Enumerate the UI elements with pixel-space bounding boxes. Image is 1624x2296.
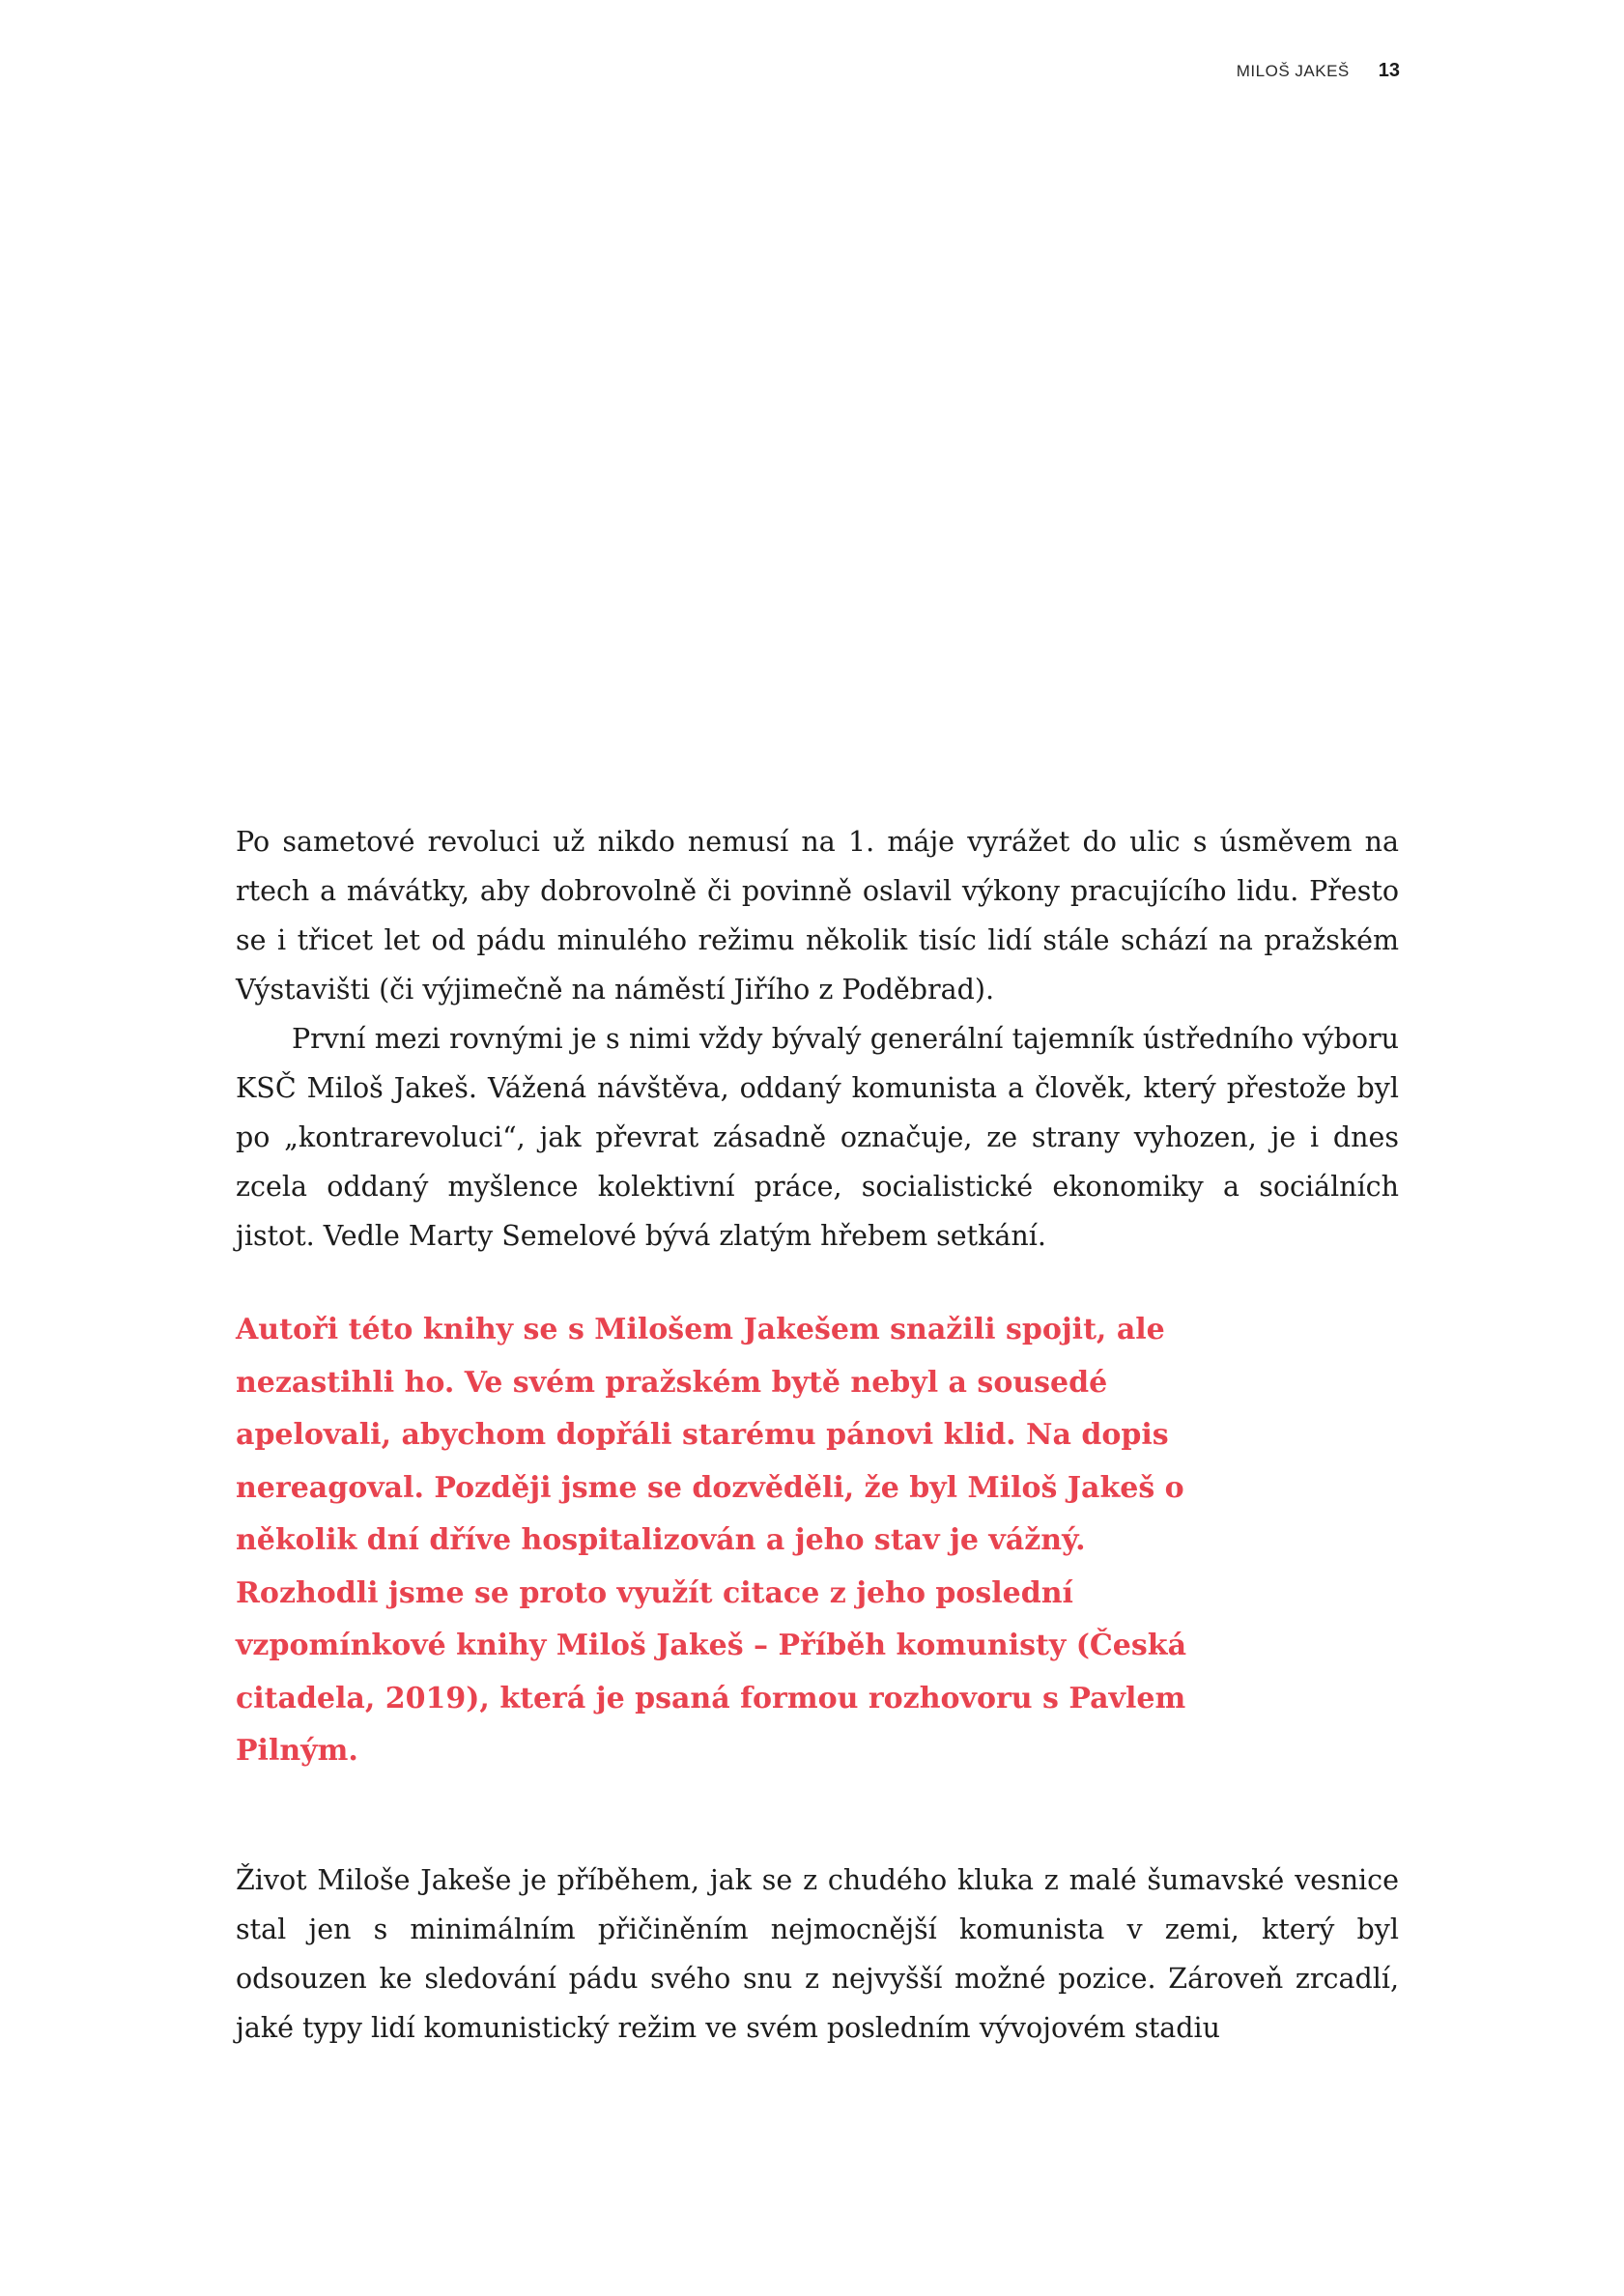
body-paragraph: Po sametové revoluci už nikdo nemusí na 1. máje vyrážet do ulic s úsměvem na rtech a mávátky, aby dobrovolně či povinně oslavil výkony pracujícího lidu. Přesto se i třicet let od pádu minulého režimu několik tisíc lidí stále schází na pražském Výstavišti (či výjimečně na náměstí Jiřího z Poděbrad). — [236, 826, 1399, 1006]
running-title: MILOŠ JAKEŠ — [1236, 62, 1350, 80]
body-paragraph: Život Miloše Jakeše je příběhem, jak se z chudého kluka z malé šumavské vesnice stal jen s minimálním přičiněním nejmocnější komunista v zemi, který byl odsouzen ke sledování pádu svého snu z nejvyšší možné pozice. Zároveň zrcadlí, jaké typy lidí komunistický režim ve svém posledním vývojovém stadiu — [236, 1864, 1399, 2044]
body-paragraph: První mezi rovnými je s nimi vždy bývalý generální tajemník ústředního výboru KSČ Miloš Jakeš. Vážená návštěva, oddaný komunista a člověk, který přestože byl po „kontrarevoluci“, jak převrat zásadně označuje, ze strany vyhozen, je i dnes zcela oddaný myšlence kolektivní práce, socialistické ekonomiky a sociálních jistot. Vedle Marty Semelové bývá zlatým hřebem setkání. — [236, 1023, 1399, 1252]
running-head — [1237, 60, 1400, 82]
intro-section — [236, 817, 1399, 1261]
page-number: 13 — [1378, 60, 1400, 81]
pull-quote: Autoři této knihy se s Milošem Jakešem snažili spojit, ale nezastihli ho. Ve svém pražském bytě nebyl a sousedé apelovali, abychom dopřáli starému pánovi klid. Na dopis nereagoval. Později jsme se dozvěděli, že byl Miloš Jakeš o několik dní dříve hospitalizován a jeho stav je vážný. Rozhodli jsme se proto využít citace z jeho poslední vzpomínkové knihy Miloš Jakeš – Příběh komunisty (Česká citadela, 2019), která je psaná formou rozhovoru s Pavlem Pilným. — [236, 1313, 1187, 1768]
continuation-section — [236, 1856, 1399, 2053]
